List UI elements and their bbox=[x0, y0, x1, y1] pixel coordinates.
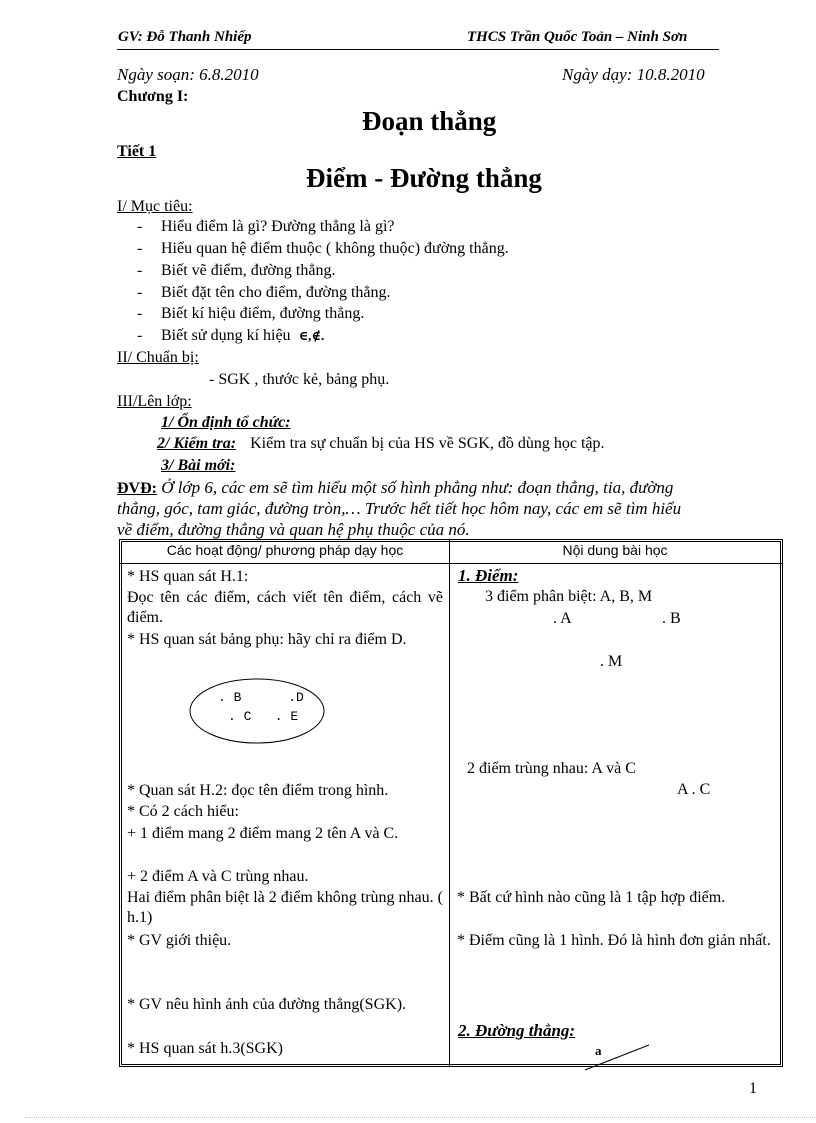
note-simplest-shape: * Điểm cũng là 1 hình. Đó là hình đơn giản nhất. bbox=[457, 932, 771, 949]
step-1: 1/ Ổn định tổ chức: bbox=[161, 414, 291, 431]
point-m: . M bbox=[600, 653, 623, 670]
date-taught: Ngày dạy: 10.8.2010 bbox=[562, 65, 705, 84]
section-line-heading: 2. Đường thẳng: bbox=[458, 1021, 576, 1040]
left-p2: Đọc tên các điểm, cách viết tên điểm, cách vẽ điểm. bbox=[127, 589, 443, 626]
ellipse-points-row-1: . B .D bbox=[218, 690, 304, 705]
list-item: Hiểu quan hệ điểm thuộc ( không thuộc) đường thẳng. bbox=[161, 240, 509, 257]
chapter-title: Đoạn thẳng bbox=[362, 106, 497, 136]
date-prepared: Ngày soạn: 6.8.2010 bbox=[117, 65, 259, 84]
point-a: . A bbox=[553, 610, 572, 627]
dvd-line-2: thẳng, góc, tam giác, đường tròn,… Trước hết tiết học hôm nay, các em sẽ tìm hiểu bbox=[117, 499, 682, 518]
prepare-heading: II/ Chuẩn bị: bbox=[117, 349, 199, 366]
lesson-number: Tiết 1 bbox=[117, 143, 157, 160]
left-p10: * GV nêu hình ảnh của đường thẳng(SGK). bbox=[127, 996, 407, 1013]
note-set-of-points: * Bất cứ hình nào cũng là 1 tập hợp điểm. bbox=[457, 889, 726, 906]
chapter-label: Chương I: bbox=[117, 88, 189, 105]
left-p4: * Quan sát H.2: đọc tên điểm trong hình. bbox=[127, 782, 389, 799]
distinct-points-text: 3 điểm phân biệt: A, B, M bbox=[485, 588, 653, 605]
left-p8: Hai điểm phân biệt là 2 điểm không trùng nhau. ( h.1) bbox=[127, 889, 443, 926]
list-bullet: - bbox=[137, 262, 143, 279]
line-a-diagram bbox=[580, 1040, 660, 1075]
list-item-text: Biết sử dụng kí hiệu bbox=[161, 327, 291, 344]
dvd-line-3: về điểm, đường thẳng và quan hệ phụ thuộc của nó. bbox=[117, 520, 470, 539]
step-2-text: Kiểm tra sự chuẩn bị của HS về SGK, đồ dùng học tập. bbox=[250, 435, 605, 452]
ellipse-points-row-2: . C . E bbox=[228, 709, 299, 724]
step-3: 3/ Bài mới: bbox=[161, 457, 236, 474]
left-p6: + 1 điểm mang 2 điểm mang 2 tên A và C. bbox=[127, 825, 399, 842]
left-p5: * Có 2 cách hiểu: bbox=[127, 803, 239, 820]
coincide-text: 2 điểm trùng nhau: A và C bbox=[467, 760, 636, 777]
membership-symbols: ∈,∉. bbox=[298, 328, 325, 343]
page-number: 1 bbox=[749, 1080, 757, 1097]
list-bullet: - bbox=[137, 218, 143, 235]
prepare-text: - SGK , thước kẻ, bảng phụ. bbox=[209, 371, 390, 388]
list-item: Biết vẽ điểm, đường thẳng. bbox=[161, 262, 336, 279]
list-item bbox=[161, 327, 324, 345]
header-rule bbox=[117, 49, 719, 50]
list-item: Biết đặt tên cho điểm, đường thẳng. bbox=[161, 284, 391, 301]
class-steps-heading: III/Lên lớp: bbox=[117, 393, 192, 410]
objectives-heading: I/ Mục tiêu: bbox=[117, 198, 193, 215]
point-b: . B bbox=[662, 610, 681, 627]
step-2-label: 2/ Kiểm tra: bbox=[157, 435, 237, 452]
lesson-title: Điểm - Đường thẳng bbox=[306, 163, 542, 193]
list-bullet: - bbox=[137, 305, 143, 322]
list-bullet: - bbox=[137, 284, 143, 301]
table-header-activities: Các hoạt động/ phương pháp dạy học bbox=[166, 542, 404, 558]
table-header-content: Nội dung bài học bbox=[562, 542, 668, 558]
list-bullet: - bbox=[137, 240, 143, 257]
dvd-line-1 bbox=[117, 478, 673, 498]
left-p3: * HS quan sát bảng phụ: hãy chỉ ra điểm D. bbox=[127, 631, 407, 648]
line-a-label: a bbox=[595, 1043, 602, 1058]
page-bottom-rule bbox=[25, 1117, 815, 1118]
section-point-heading: 1. Điểm: bbox=[458, 566, 519, 585]
header-school: THCS Trần Quốc Toản – Ninh Sơn bbox=[467, 29, 688, 45]
dvd-text-1: Ở lớp 6, các em sẽ tìm hiểu một số hình phẳng như: đoạn thẳng, tia, đường bbox=[157, 478, 674, 497]
left-p1: * HS quan sát H.1: bbox=[127, 568, 249, 585]
list-item: Hiểu điểm là gì? Đường thẳng là gì? bbox=[161, 218, 395, 235]
table-column-divider bbox=[449, 539, 450, 1067]
left-p11: * HS quan sát h.3(SGK) bbox=[127, 1040, 283, 1057]
point-ac: A . C bbox=[677, 781, 711, 798]
left-p9: * GV giới thiệu. bbox=[127, 932, 232, 949]
left-p7: + 2 điểm A và C trùng nhau. bbox=[127, 868, 309, 885]
step-2 bbox=[157, 435, 605, 453]
list-item: Biết kí hiệu điểm, đường thẳng. bbox=[161, 305, 365, 322]
table-header-divider bbox=[119, 563, 783, 564]
header-teacher: GV: Đỗ Thanh Nhiếp bbox=[118, 29, 252, 45]
dvd-label: ĐVĐ: bbox=[117, 480, 157, 497]
list-bullet: - bbox=[137, 327, 143, 344]
